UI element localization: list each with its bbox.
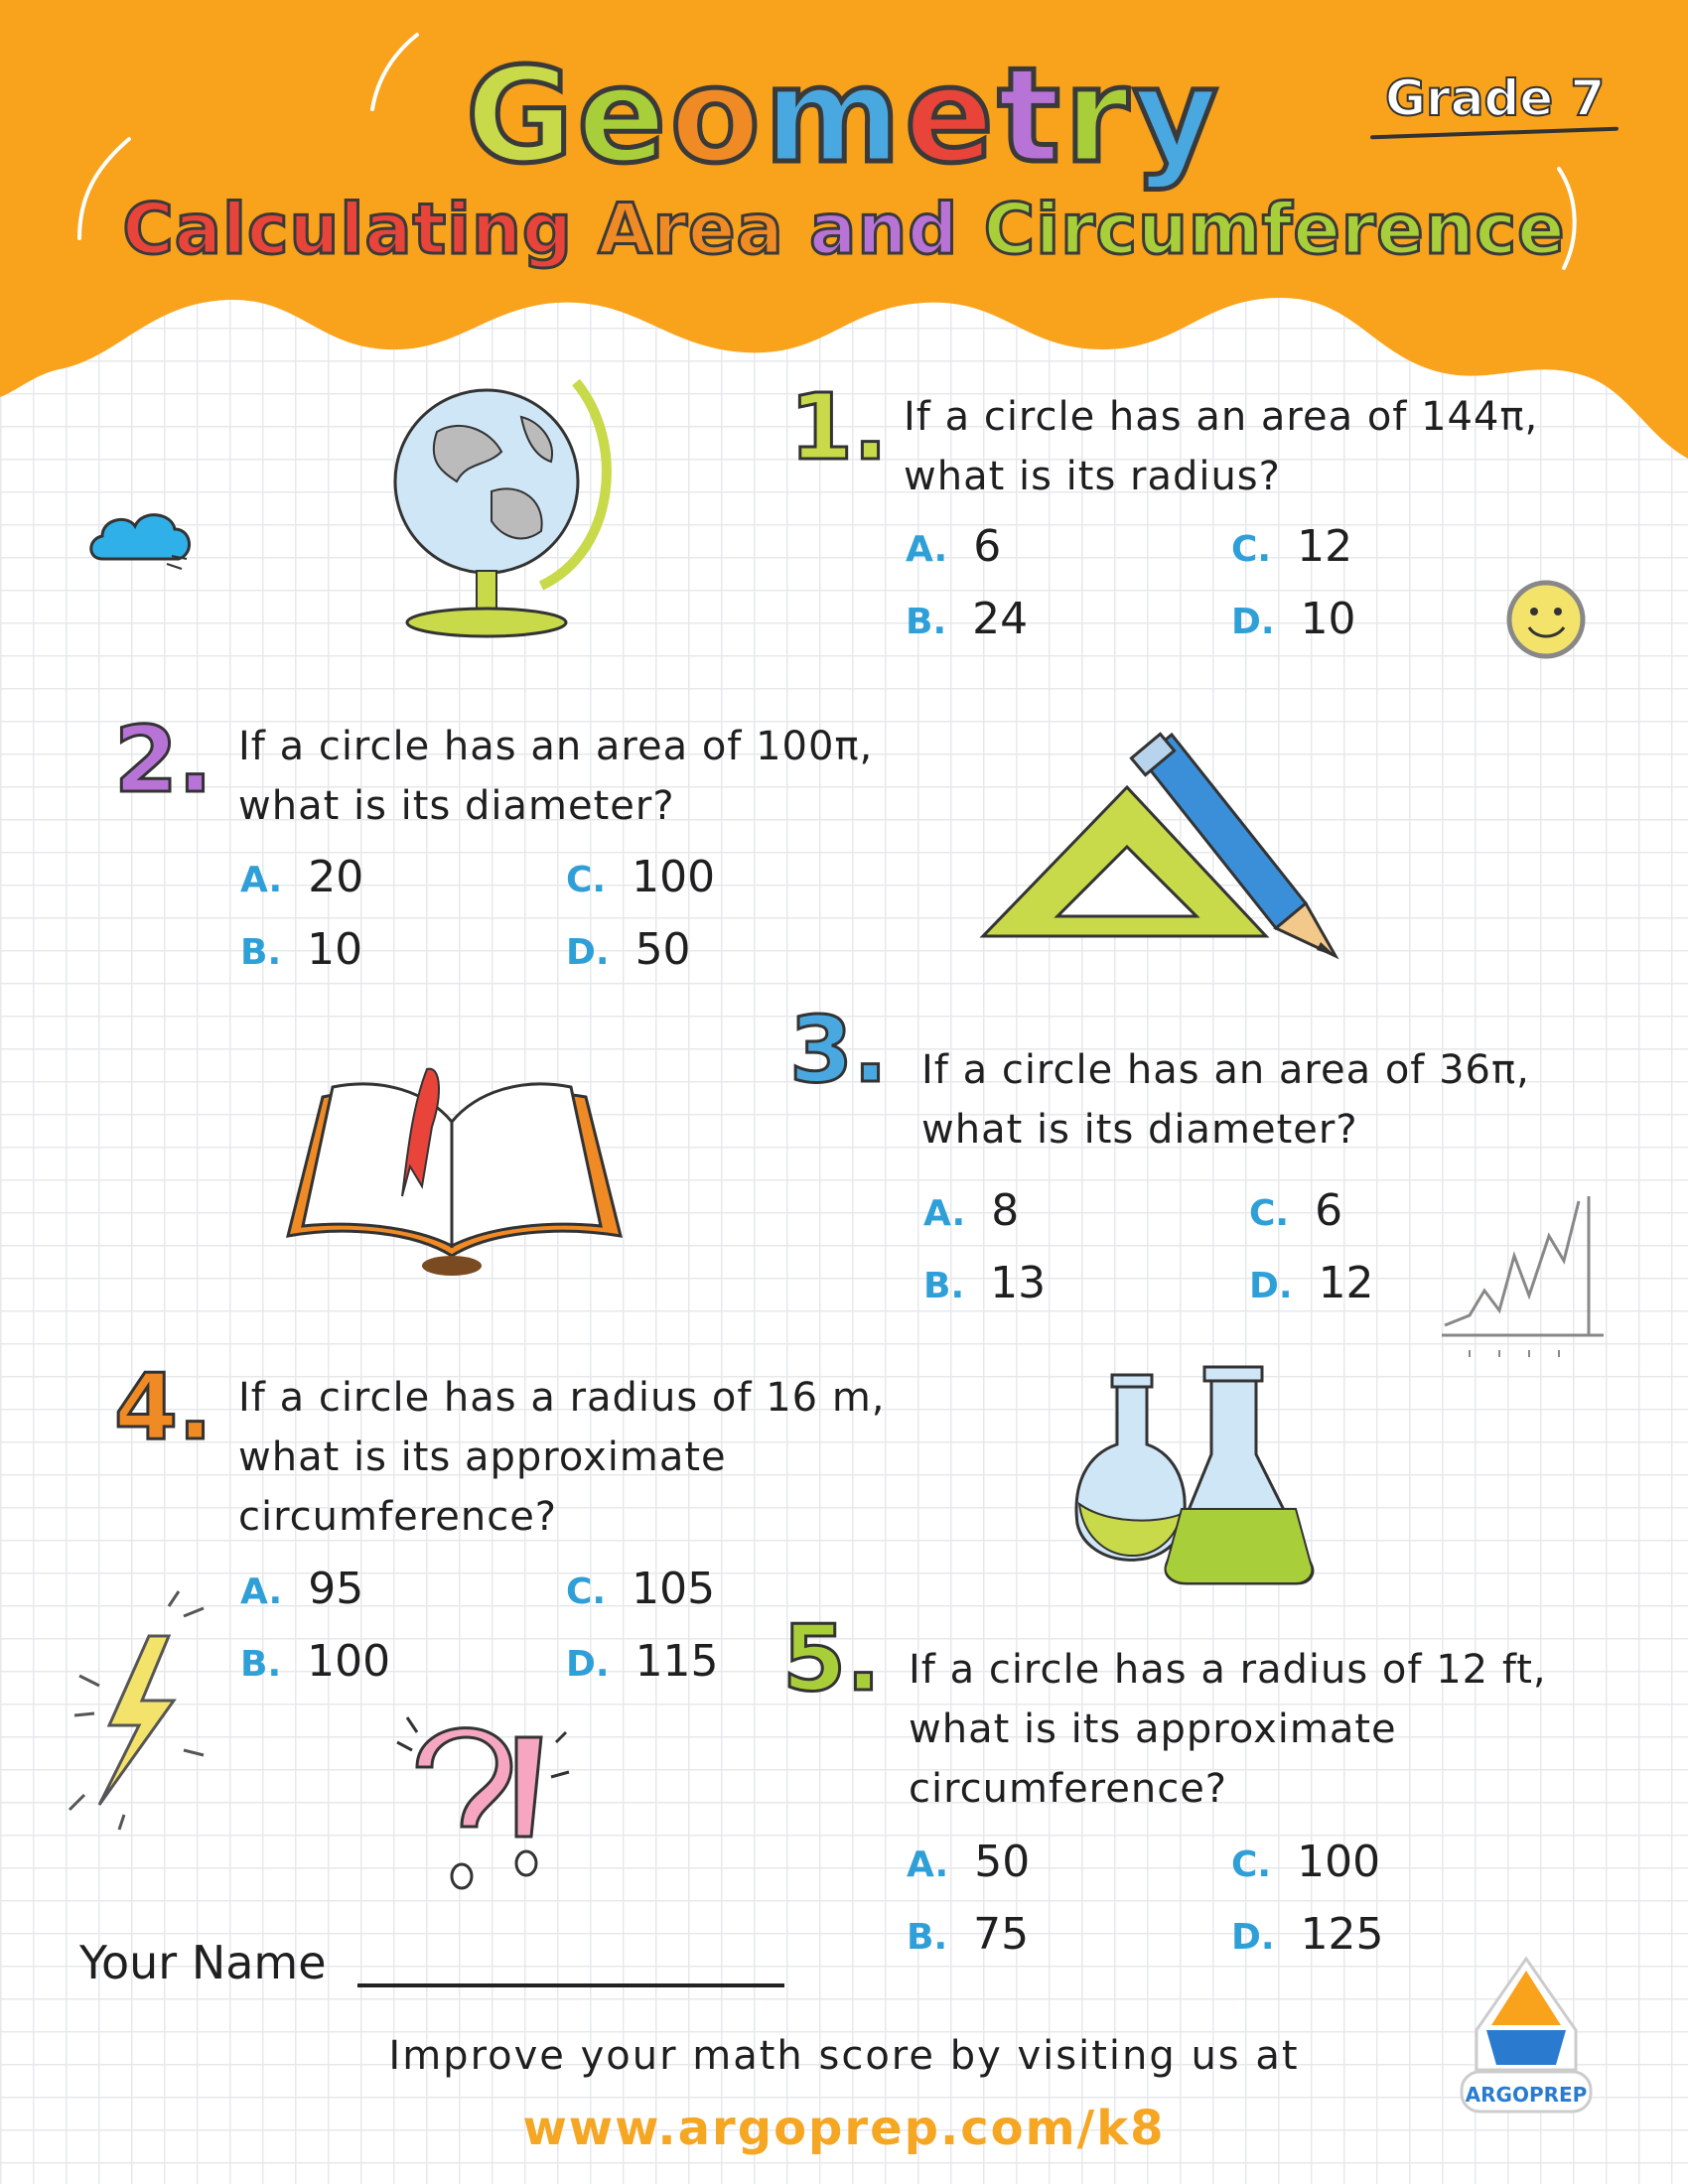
answer-option[interactable]: [1249, 1185, 1342, 1236]
option-value: 6: [973, 521, 1002, 572]
option-value: 105: [632, 1564, 716, 1614]
lightning-icon: [65, 1586, 213, 1835]
question-number: 1.: [789, 374, 888, 480]
title-letter: o: [669, 40, 765, 193]
answer-option[interactable]: [566, 924, 691, 975]
answer-option[interactable]: [566, 1564, 715, 1614]
page-subtitle: [0, 189, 1688, 270]
name-input-line[interactable]: [357, 1983, 784, 1987]
option-letter: B.: [906, 602, 947, 642]
question-text-line: circumference?: [909, 1766, 1228, 1812]
title-letter: G: [466, 40, 578, 193]
answer-option[interactable]: [906, 521, 1001, 572]
title-letter: y: [1132, 40, 1222, 193]
answer-option[interactable]: [240, 1564, 363, 1614]
option-value: 13: [990, 1258, 1047, 1308]
option-value: 115: [634, 1636, 719, 1687]
answer-option[interactable]: [906, 594, 1028, 644]
question-number: 2.: [114, 707, 212, 813]
grade-label: Grade 7: [1385, 69, 1606, 127]
answer-option[interactable]: [907, 1909, 1029, 1960]
option-value: 6: [1315, 1185, 1343, 1236]
flask-icon: [1067, 1365, 1316, 1588]
answer-option[interactable]: [907, 1837, 1030, 1887]
subtitle-word: and: [809, 189, 959, 270]
question-text-line: what is its approximate: [238, 1434, 727, 1480]
title-letter: e: [577, 40, 670, 193]
answer-option[interactable]: [1231, 521, 1352, 572]
option-value: 125: [1300, 1909, 1384, 1960]
option-letter: A.: [923, 1193, 966, 1234]
option-letter: B.: [240, 932, 282, 973]
option-value: 50: [974, 1837, 1031, 1887]
option-letter: D.: [1231, 602, 1275, 642]
option-value: 10: [307, 924, 363, 975]
answer-option[interactable]: [566, 852, 715, 902]
answer-option[interactable]: [1249, 1258, 1374, 1308]
title-letter: r: [1063, 40, 1133, 193]
cloud-icon: [87, 504, 197, 574]
option-letter: D.: [1231, 1917, 1275, 1958]
option-value: 12: [1318, 1258, 1374, 1308]
question-text-line: If a circle has an area of 100π,: [238, 724, 874, 769]
question-text-line: If a circle has a radius of 12 ft,: [909, 1647, 1547, 1693]
option-letter: D.: [566, 1644, 610, 1685]
question-text-line: If a circle has an area of 36π,: [921, 1047, 1530, 1093]
question-number: 4.: [114, 1354, 212, 1460]
footer-text: Improve your math score by visiting us at: [388, 2033, 1300, 2079]
option-value: 8: [991, 1185, 1020, 1236]
option-letter: C.: [1231, 529, 1272, 570]
option-letter: B.: [923, 1266, 965, 1306]
option-letter: C.: [566, 860, 607, 900]
question-text-line: what is its approximate: [909, 1706, 1397, 1752]
answer-option[interactable]: [1231, 1909, 1384, 1960]
option-value: 10: [1300, 594, 1356, 644]
answer-option[interactable]: [566, 1636, 719, 1687]
option-value: 100: [1297, 1837, 1381, 1887]
option-letter: C.: [1249, 1193, 1290, 1234]
answer-option[interactable]: [1231, 1837, 1380, 1887]
name-label: Your Name: [79, 1936, 327, 1989]
question-number: 3.: [789, 997, 888, 1103]
title-letter: m: [764, 40, 906, 193]
option-value: 20: [308, 852, 364, 902]
option-letter: D.: [566, 932, 610, 973]
question-number: 5.: [782, 1605, 881, 1711]
option-letter: A.: [906, 529, 948, 570]
option-value: 50: [634, 924, 691, 975]
question-text-line: what is its diameter?: [238, 783, 675, 829]
question-text-line: If a circle has an area of 144π,: [904, 394, 1539, 440]
subtitle-word: Calculating: [122, 189, 573, 270]
footer-url-link[interactable]: www.argoprep.com/k8: [522, 2101, 1166, 2156]
title-letter: t: [997, 40, 1064, 193]
subtitle-word: Area: [598, 189, 784, 270]
option-letter: A.: [907, 1844, 949, 1885]
option-value: 75: [973, 1909, 1030, 1960]
logo-text: ARGOPREP: [1465, 2083, 1588, 2107]
question-text-line: what is its radius?: [904, 454, 1281, 499]
option-value: 100: [632, 852, 716, 902]
pencil-icon: [1122, 730, 1350, 963]
globe-icon: [382, 372, 621, 645]
option-value: 12: [1297, 521, 1353, 572]
option-value: 95: [308, 1564, 364, 1614]
option-letter: B.: [240, 1644, 282, 1685]
question-text-line: If a circle has a radius of 16 m,: [238, 1375, 886, 1421]
option-letter: C.: [1231, 1844, 1272, 1885]
question-text-line: circumference?: [238, 1494, 558, 1540]
option-letter: A.: [240, 1571, 283, 1612]
answer-option[interactable]: [240, 924, 362, 975]
option-letter: D.: [1249, 1266, 1293, 1306]
option-value: 100: [307, 1636, 391, 1687]
smiley-icon: [1504, 578, 1589, 662]
option-letter: A.: [240, 860, 283, 900]
answer-option[interactable]: [1231, 594, 1356, 644]
answer-option[interactable]: [240, 852, 363, 902]
answer-option[interactable]: [923, 1185, 1019, 1236]
option-value: 24: [972, 594, 1029, 644]
option-letter: B.: [907, 1917, 948, 1958]
question-text-line: what is its diameter?: [921, 1107, 1358, 1153]
answer-option[interactable]: [240, 1636, 390, 1687]
subtitle-word: Circumference: [983, 189, 1566, 270]
open-book-icon: [283, 1067, 626, 1281]
title-letter: e: [905, 40, 998, 193]
option-letter: C.: [566, 1571, 607, 1612]
answer-option[interactable]: [923, 1258, 1046, 1308]
line-graph-icon: [1430, 1186, 1618, 1360]
question-exclamation-icon: [392, 1712, 571, 1901]
